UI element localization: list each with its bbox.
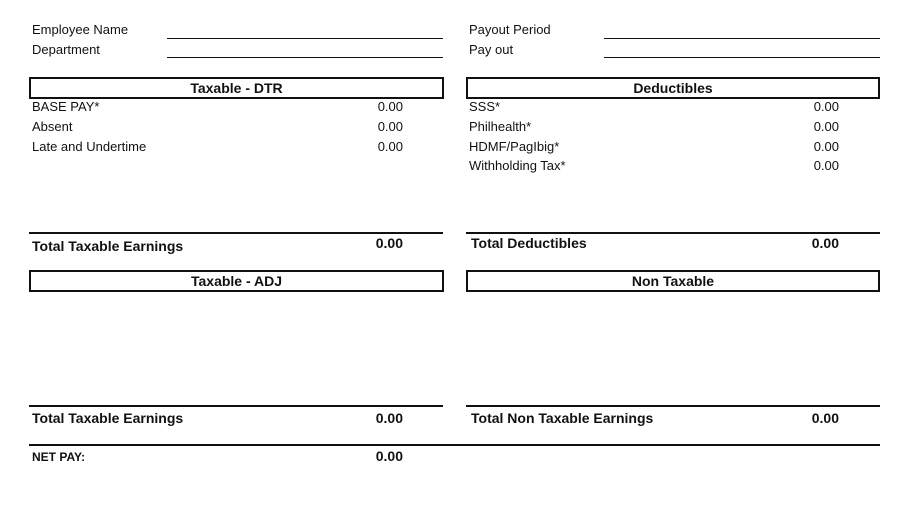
divider: [29, 444, 880, 446]
department-label: Department: [32, 42, 100, 57]
pay-out-field[interactable]: [604, 57, 880, 58]
pay-out-label: Pay out: [469, 42, 514, 57]
total-deductibles-value: 0.00: [811, 235, 839, 251]
net-pay-value: 0.00: [375, 448, 403, 464]
base-pay-value: 0.00: [377, 99, 403, 114]
sss-label: SSS*: [469, 99, 501, 114]
payout-period-field[interactable]: [604, 38, 880, 39]
department-field[interactable]: [167, 57, 443, 58]
total-non-taxable-value: 0.00: [811, 410, 839, 426]
total-taxable-dtr-value: 0.00: [375, 235, 403, 251]
employee-name-field[interactable]: [167, 38, 443, 39]
divider: [466, 405, 880, 407]
divider: [466, 232, 880, 234]
total-taxable-adj-label: Total Taxable Earnings: [32, 410, 184, 426]
late-undertime-value: 0.00: [377, 139, 403, 154]
absent-label: Absent: [32, 119, 73, 134]
absent-value: 0.00: [377, 119, 403, 134]
non-taxable-header: Non Taxable: [466, 270, 880, 292]
net-pay-label: NET PAY:: [32, 450, 86, 464]
hdmf-value: 0.00: [813, 139, 839, 154]
withholding-tax-label: Withholding Tax*: [469, 158, 566, 173]
deductibles-header: Deductibles: [466, 77, 880, 99]
withholding-tax-value: 0.00: [813, 158, 839, 173]
sss-value: 0.00: [813, 99, 839, 114]
taxable-dtr-header: Taxable - DTR: [29, 77, 444, 99]
total-taxable-dtr-label: Total Taxable Earnings: [32, 238, 184, 254]
divider: [29, 405, 443, 407]
taxable-adj-header: Taxable - ADJ: [29, 270, 444, 292]
late-undertime-label: Late and Undertime: [32, 139, 147, 154]
total-taxable-adj-value: 0.00: [375, 410, 403, 426]
total-deductibles-label: Total Deductibles: [471, 235, 587, 251]
base-pay-label: BASE PAY*: [32, 99, 100, 114]
divider: [29, 232, 443, 234]
philhealth-value: 0.00: [813, 119, 839, 134]
total-non-taxable-label: Total Non Taxable Earnings: [471, 410, 654, 426]
philhealth-label: Philhealth*: [469, 119, 532, 134]
payout-period-label: Payout Period: [469, 22, 551, 37]
hdmf-label: HDMF/PagIbig*: [469, 139, 560, 154]
employee-name-label: Employee Name: [32, 22, 129, 37]
